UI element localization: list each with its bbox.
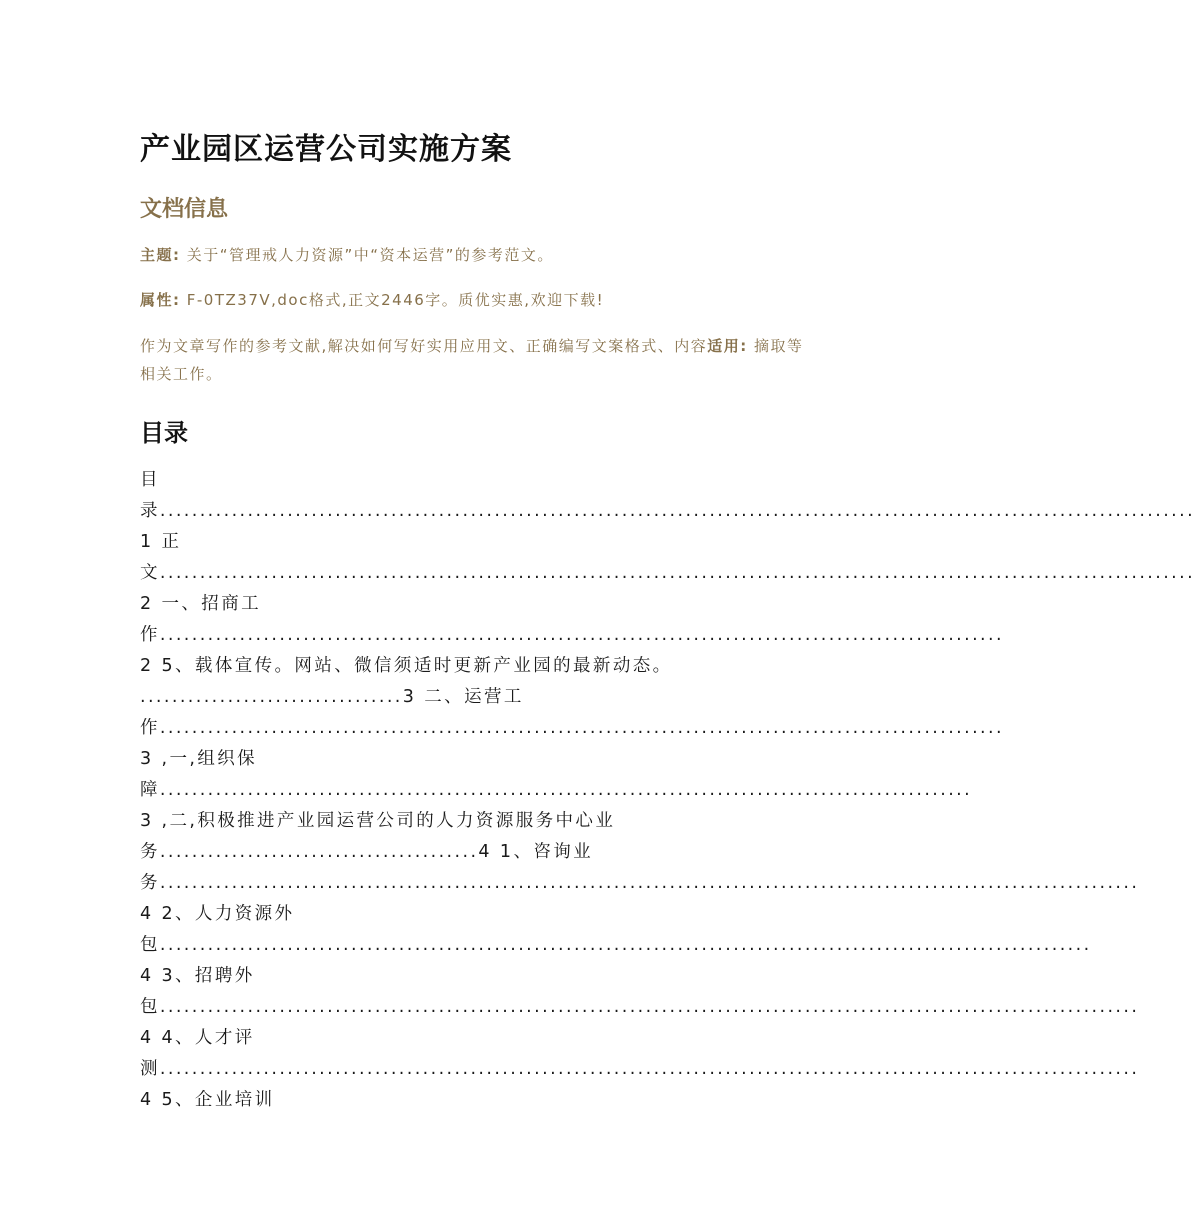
table-of-contents: 目录..................................................................................................................................1 正文..................................................................................................................................2 一、招商工作..........................................................................................................2 5、载体宣传。网站、微信须适时更新产业园的最新动态。 .................................3 二、运营工作..........................................................................................................3 ,一,组织保障......................................................................................................3 ,二,积极推进产业园运营公司的人力资源服务中心业务........................................4 1、咨询业务...........................................................................................................................4 2、人力资源外包.....................................................................................................................4 3、招聘外包...........................................................................................................................4 4、人才评测...........................................................................................................................4 5、企业培训: [140, 470, 1195, 1110]
meta-usage: [140, 332, 820, 388]
toc-heading: 目录: [140, 419, 188, 447]
meta-usage-text-after: 摘取等相关工作。: [140, 337, 804, 383]
meta-subject-label: 主题:: [140, 246, 181, 264]
meta-subject-text: 关于“管理戒人力资源”中“资本运营”的参考范文。: [180, 246, 554, 264]
meta-usage-label: 适用:: [707, 337, 748, 355]
document-info-heading: 文档信息: [140, 197, 229, 222]
meta-attributes-label: 属性:: [140, 291, 181, 309]
meta-usage-text-before: 作为文章写作的参考文献,解决如何写好实用应用文、正确编写文案格式、内容: [140, 337, 708, 355]
document-title: 产业园区运营公司实施方案: [140, 132, 512, 167]
meta-subject: [140, 241, 820, 269]
meta-attributes: [140, 286, 820, 314]
meta-attributes-text: F-0TZ37V,doc格式,正文2446字。质优实惠,欢迎下载!: [180, 291, 605, 309]
